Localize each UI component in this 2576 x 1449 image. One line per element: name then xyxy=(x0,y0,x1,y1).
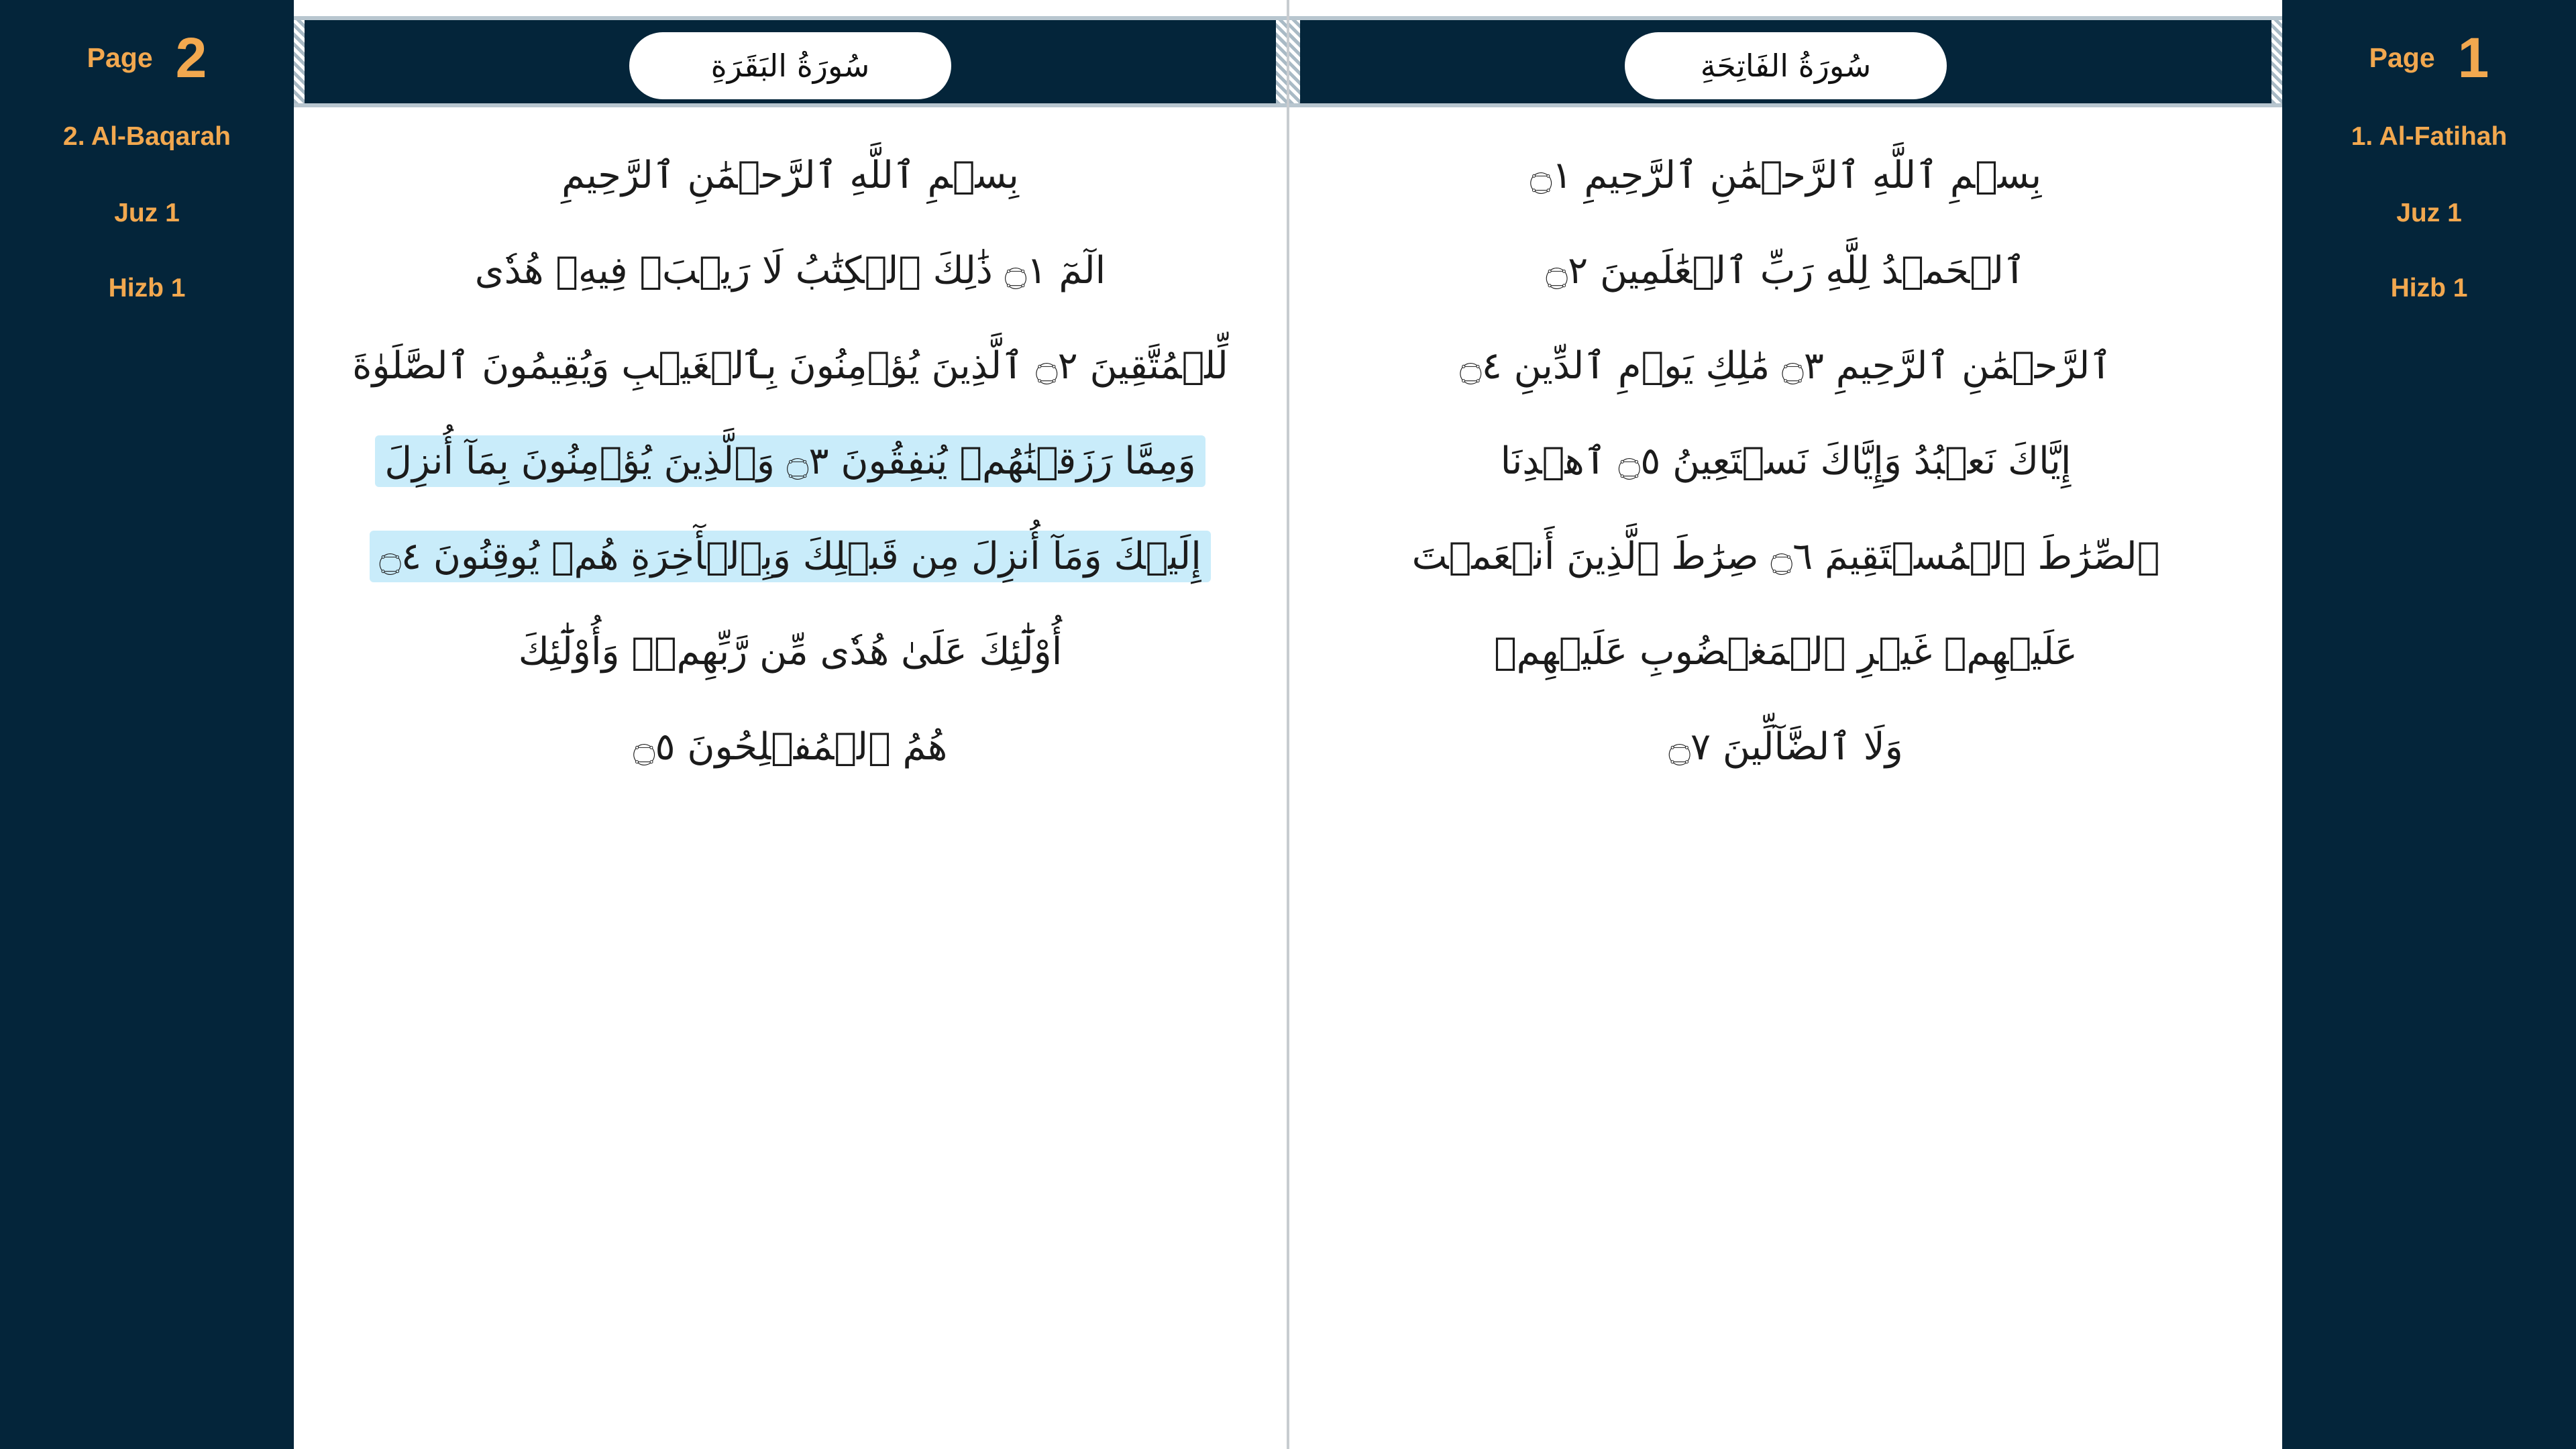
quran-line[interactable] xyxy=(1289,413,2282,508)
page-number: 1 xyxy=(2457,25,2489,89)
quran-page-1 xyxy=(1289,0,2282,1449)
quran-line[interactable] xyxy=(1289,318,2282,413)
line-text[interactable]: إِيَّاكَ نَعۡبُدُ وَإِيَّاكَ نَسۡتَعِينُ ۝٥ ٱهۡدِنَا xyxy=(1500,439,2072,483)
quran-line[interactable] xyxy=(294,223,1287,318)
quran-line[interactable] xyxy=(1289,508,2282,604)
quran-line[interactable] xyxy=(1289,604,2282,699)
line-text[interactable]: بِسۡمِ ٱللَّهِ ٱلرَّحۡمَٰنِ ٱلرَّحِيمِ ۝١ xyxy=(1529,153,2042,197)
hizb-label[interactable]: Hizb 1 xyxy=(108,274,186,303)
surah-title-badge: سُورَةُ الفَاتِحَةِ xyxy=(1625,32,1947,99)
left-page-info-sidebar xyxy=(0,0,294,1449)
page-label: Page xyxy=(87,42,153,73)
line-text[interactable]: ٱلۡحَمۡدُ لِلَّهِ رَبِّ ٱلۡعَٰلَمِينَ ۝٢ xyxy=(1546,248,2026,292)
quran-page-2 xyxy=(294,0,1287,1449)
ornament-border xyxy=(1289,20,1300,103)
line-text[interactable]: أُوْلَٰٓئِكَ عَلَىٰ هُدٗى مِّن رَّبِّهِمۡۖ وَأُوْلَٰٓئِكَ xyxy=(518,629,1063,674)
page-indicator xyxy=(0,23,294,93)
line-text[interactable]: بِسۡمِ ٱللَّهِ ٱلرَّحۡمَٰنِ ٱلرَّحِيمِ xyxy=(561,153,1019,197)
quran-line[interactable] xyxy=(294,318,1287,413)
quran-line[interactable] xyxy=(1289,127,2282,223)
line-text[interactable]: عَلَيۡهِمۡ غَيۡرِ ٱلۡمَغۡضُوبِ عَلَيۡهِمۡ xyxy=(1494,629,2078,674)
page-indicator xyxy=(2282,23,2576,93)
quran-line[interactable] xyxy=(1289,699,2282,794)
page-lines xyxy=(294,127,1287,794)
hizb-label[interactable]: Hizb 1 xyxy=(2390,274,2468,303)
ornament-border xyxy=(2271,20,2282,103)
quran-line[interactable] xyxy=(1289,223,2282,318)
highlighted-ayah-text[interactable]: وَمِمَّا رَزَقۡنَٰهُمۡ يُنفِقُونَ ۝٣ وَٱلَّذِينَ يُؤۡمِنُونَ بِمَآ أُنزِلَ xyxy=(375,435,1205,487)
line-text[interactable]: ٱلرَّحۡمَٰنِ ٱلرَّحِيمِ ۝٣ مَٰلِكِ يَوۡمِ ٱلدِّينِ ۝٤ xyxy=(1459,343,2112,388)
line-text[interactable]: هُمُ ٱلۡمُفۡلِحُونَ ۝٥ xyxy=(633,724,948,769)
highlighted-ayah-text[interactable]: إِلَيۡكَ وَمَآ أُنزِلَ مِن قَبۡلِكَ وَبِٱلۡأٓخِرَةِ هُمۡ يُوقِنُونَ ۝٤ xyxy=(370,531,1211,582)
page-number: 2 xyxy=(175,25,207,89)
ornament-border xyxy=(1276,20,1287,103)
right-page-info-sidebar xyxy=(2282,0,2576,1449)
surah-header xyxy=(294,16,1287,107)
quran-line[interactable] xyxy=(294,127,1287,223)
page-label: Page xyxy=(2369,42,2435,73)
surah-name[interactable]: 2. Al-Baqarah xyxy=(63,122,231,151)
quran-line[interactable] xyxy=(294,508,1287,604)
quran-line[interactable] xyxy=(294,604,1287,699)
line-text[interactable]: وَلَا ٱلضَّآلِّينَ ۝٧ xyxy=(1668,724,1903,769)
line-text[interactable]: الٓمٓ ۝١ ذَٰلِكَ ٱلۡكِتَٰبُ لَا رَيۡبَۛ فِيهِۛ هُدٗى xyxy=(474,248,1106,292)
surah-header xyxy=(1289,16,2282,107)
juz-label[interactable]: Juz 1 xyxy=(2396,199,2462,227)
line-text[interactable]: لِّلۡمُتَّقِينَ ۝٢ ٱلَّذِينَ يُؤۡمِنُونَ بِٱلۡغَيۡبِ وَيُقِيمُونَ ٱلصَّلَوٰةَ xyxy=(352,343,1228,388)
surah-name[interactable]: 1. Al-Fatihah xyxy=(2351,122,2508,151)
quran-line[interactable] xyxy=(294,699,1287,794)
page-lines xyxy=(1289,127,2282,794)
juz-label[interactable]: Juz 1 xyxy=(114,199,180,227)
quran-line[interactable] xyxy=(294,413,1287,508)
mushaf-spread xyxy=(294,0,2282,1449)
line-text[interactable]: ٱلصِّرَٰطَ ٱلۡمُسۡتَقِيمَ ۝٦ صِرَٰطَ ٱلَّذِينَ أَنۡعَمۡتَ xyxy=(1411,534,2160,578)
ornament-border xyxy=(294,20,305,103)
surah-title-badge: سُورَةُ البَقَرَةِ xyxy=(629,32,951,99)
